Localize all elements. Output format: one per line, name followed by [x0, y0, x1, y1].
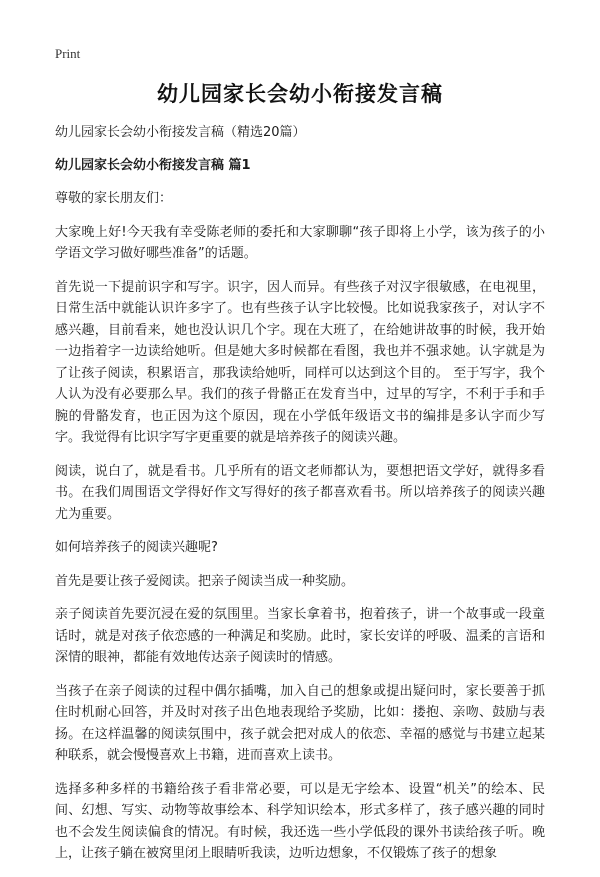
question-paragraph: 如何培养孩子的阅读兴趣呢? [55, 540, 218, 555]
paragraph: 大家晚上好!今天我有幸受陈老师的委托和大家聊聊“孩子即将上小学，该为孩子的小学语文学习做好哪些准备”的话题。 [55, 224, 545, 261]
document-title: 幼儿园家长会幼小衔接发言稿 [157, 82, 443, 106]
paragraph: 亲子阅读首先要沉浸在爱的氛围里。当家长拿着书，抱着孩子，讲一个故事或一段童话时，就是对孩子依恋感的一种满足和奖励。此时，家长安详的呼吸、温柔的言语和深情的眼神，都能有效地传达亲子阅读时的情感。 [55, 607, 545, 665]
paragraph: 选择多种多样的书籍给孩子看非常必要，可以是无字绘本、设置“机关”的绘本、民间、幻想、写实、动物等故事绘本、科学知识绘本，形式多样了，孩子感兴趣的同时也不会发生阅读偏食的情况。有时候，我还选一些小学低段的课外书读给孩子听。晚上，让孩子躺在被窝里闭上眼睛听我读，边听边想象，不仅锻炼了孩子的想象 [55, 781, 545, 861]
document-subtitle: 幼儿园家长会幼小衔接发言稿（精选20篇） [55, 125, 306, 140]
paragraph: 当孩子在亲子阅读的过程中偶尔插嘴，加入自己的想象或提出疑问时，家长要善于抓住时机耐心回答，并及时对孩子出色地表现给予奖励，比如：搂抱、亲吻、鼓励与表扬。在这样温馨的阅读氛围中，孩子就会把对成人的依恋、幸福的感觉与书建立起某种联系，就会慢慢喜欢上书籍，进而喜欢上读书。 [55, 683, 545, 763]
document-body [55, 122, 545, 877]
paragraph: 阅读，说白了，就是看书。几乎所有的语文老师都认为，要想把语文学好，就得多看书。在我们周围语文学得好作文写得好的孩子都喜欢看书。所以培养孩子的阅读兴趣尤为重要。 [55, 463, 545, 522]
print-link[interactable]: Print [55, 46, 81, 61]
section-heading: 幼儿园家长会幼小衔接发言稿 篇1 [55, 157, 251, 173]
greeting: 尊敬的家长朋友们： [55, 191, 173, 206]
paragraph: 首先说一下提前识字和写字。识字，因人而异。有些孩子对汉字很敏感，在电视里，日常生活中就能认识许多字了。也有些孩子认字比较慢。比如说我家孩子，对认字不感兴趣，目前看来，她也没认识几个字。现在大班了，在给她讲故事的时候，我开始一边指着字一边读给她听。但是她大多时候都在看图，我也并不强求她。认字就是为了让孩子阅读，积累语言，那我读给她听，同样可以达到这个目的。 至于写字，我个人认为没有必要那么早。我们的孩子骨骼正在发育当中，过早的写字，不利于手和手腕的骨骼发育，也正因为这个原因，现在小学低年级语文书的编排是多认字而少写字。我觉得有比识字写字更重要的就是培养孩子的阅读兴趣。 [55, 279, 545, 445]
paragraph: 首先是要让孩子爱阅读。把亲子阅读当成一种奖励。 [55, 573, 355, 589]
